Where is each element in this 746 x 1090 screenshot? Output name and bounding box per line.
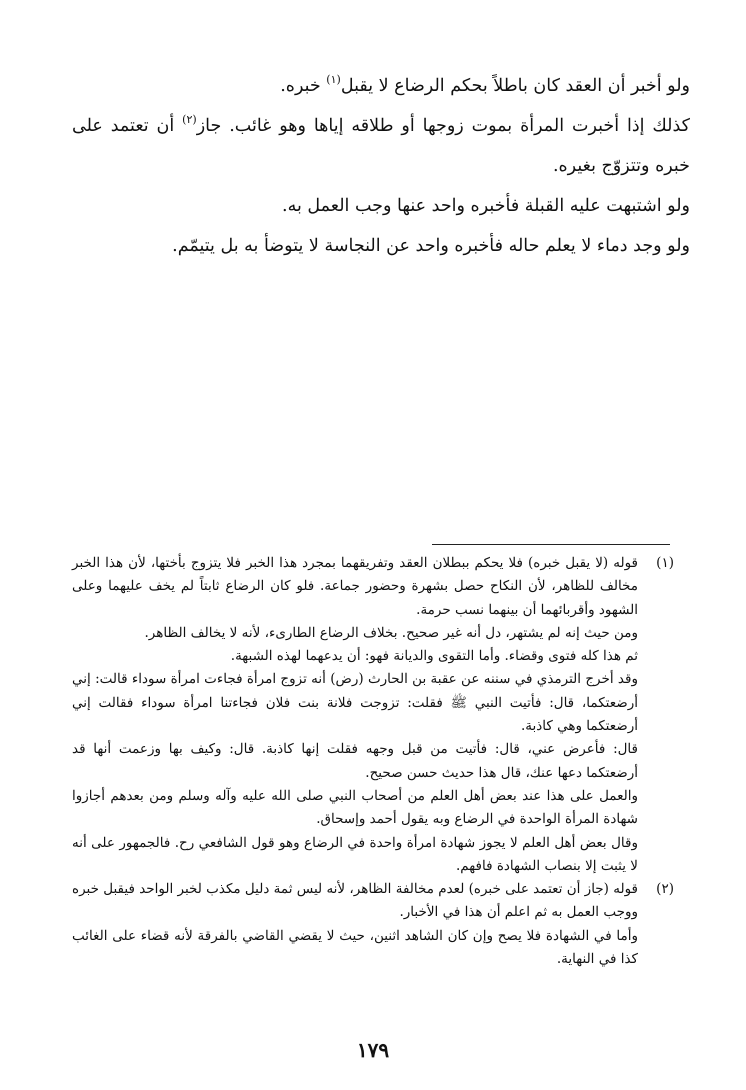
footnote-number: (١) (656, 555, 674, 571)
footnote-number: (٢) (656, 881, 674, 898)
main-paragraph (72, 106, 690, 186)
main-paragraph: ولو وجد دماء لا يعلم حاله فأخبره واحد عن النجاسة لا يتوضأ به بل يتيمّم. (172, 236, 690, 256)
footnote-ref-2[interactable]: (٢) (182, 113, 197, 126)
footnote-1 (72, 552, 674, 878)
main-text-segment: ولو أخبر أن العقد كان باطلاً بحكم الرضاع لا يقبل (340, 76, 690, 96)
main-text-segment: كذلك إذا أخبرت المرأة بموت زوجها أو طلاقه إياها وهو غائب. جاز (196, 116, 690, 136)
footnote-paragraph: قوله (جاز أن تعتمد على خبره) لعدم مخالفة الظاهر، لأنه ليس ثمة دليل مكذب لخبر الواحد فيقبل خبره ووجب العمل به ثم اعلم أن هذا في الأخبار. (72, 881, 638, 921)
footnote-separator (432, 544, 670, 545)
main-text-segment: أن تعتمد على خبره وتتزوّج بغيره. (72, 116, 690, 176)
footnote-paragraph: وقال بعض أهل العلم لا يجوز شهادة امرأة واحدة في الرضاع وهو قول الشافعي رح. فالجمهور على أنه لا يثبت إلا بنصاب الشهادة فافهم. (72, 834, 638, 874)
footnote-paragraph: والعمل على هذا عند بعض أهل العلم من أصحاب النبي صلى الله عليه وآله وسلم ومن بعدهم أجازوا شهادة المرأة الواحدة في الرضاع وبه يقول أحمد وإسحاق. (72, 787, 638, 828)
footnote-2 (72, 878, 674, 971)
footnote-paragraph: ثم هذا كله فتوى وقضاء. وأما التقوى والديانة فهو: أن يدعهما لهذه الشبهة. (230, 648, 638, 665)
footnote-paragraph: وقد أخرج الترمذي في سننه عن عقبة بن الحارث (رض) أنه تزوج امرأة فجاءت امرأة سوداء قالت: إني أرضعتكما، قال: فأتيت النبي ﷺ فقلت: تزوجت فلانة بنت فلان فجاءتنا امرأة سوداء فقالت إني أرضعتكما وهي كاذبة. (72, 671, 638, 735)
footnote-paragraph: ومن حيث إنه لم يشتهر، دل أنه غير صحيح. بخلاف الرضاع الطارىء، لأنه لا يخالف الظاهر. (144, 624, 638, 641)
footnotes (72, 552, 674, 971)
footnote-paragraph: قوله (لا يقبل خبره) فلا يحكم ببطلان العقد وتفريقهما بمجرد هذا الخبر فلا يتزوج بأختها، لأن هذا الخبر مخالف للظاهر، لأن النكاح حصل بشهرة وحضور جماعة. فلو كان الرضاع ثابتاً لم يخف عليهما وعلى الشهود وأقربائهما أن بينهما نسب حرمة. (72, 555, 638, 618)
main-text-segment: خبره. (280, 76, 327, 96)
main-text (72, 66, 690, 266)
main-paragraph (72, 66, 690, 106)
footnote-paragraph: قال: فأعرض عني، قال: فأتيت من قبل وجهه فقلت إنها كاذبة. قال: وكيف بها وزعمت أنها قد أرضعتكما دعها عنك، قال هذا حديث حسن صحيح. (72, 741, 638, 781)
footnote-ref-1[interactable]: (١) (326, 73, 341, 86)
page-number: ١٧٩ (356, 1038, 390, 1062)
main-paragraph: ولو اشتبهت عليه القبلة فأخبره واحد عنها وجب العمل به. (282, 196, 690, 216)
footnote-paragraph: وأما في الشهادة فلا يصح وإن كان الشاهد اثنين، حيث لا يقضي القاضي بالفرقة لأنه قضاء على الغائب كذا في النهاية. (72, 927, 638, 968)
